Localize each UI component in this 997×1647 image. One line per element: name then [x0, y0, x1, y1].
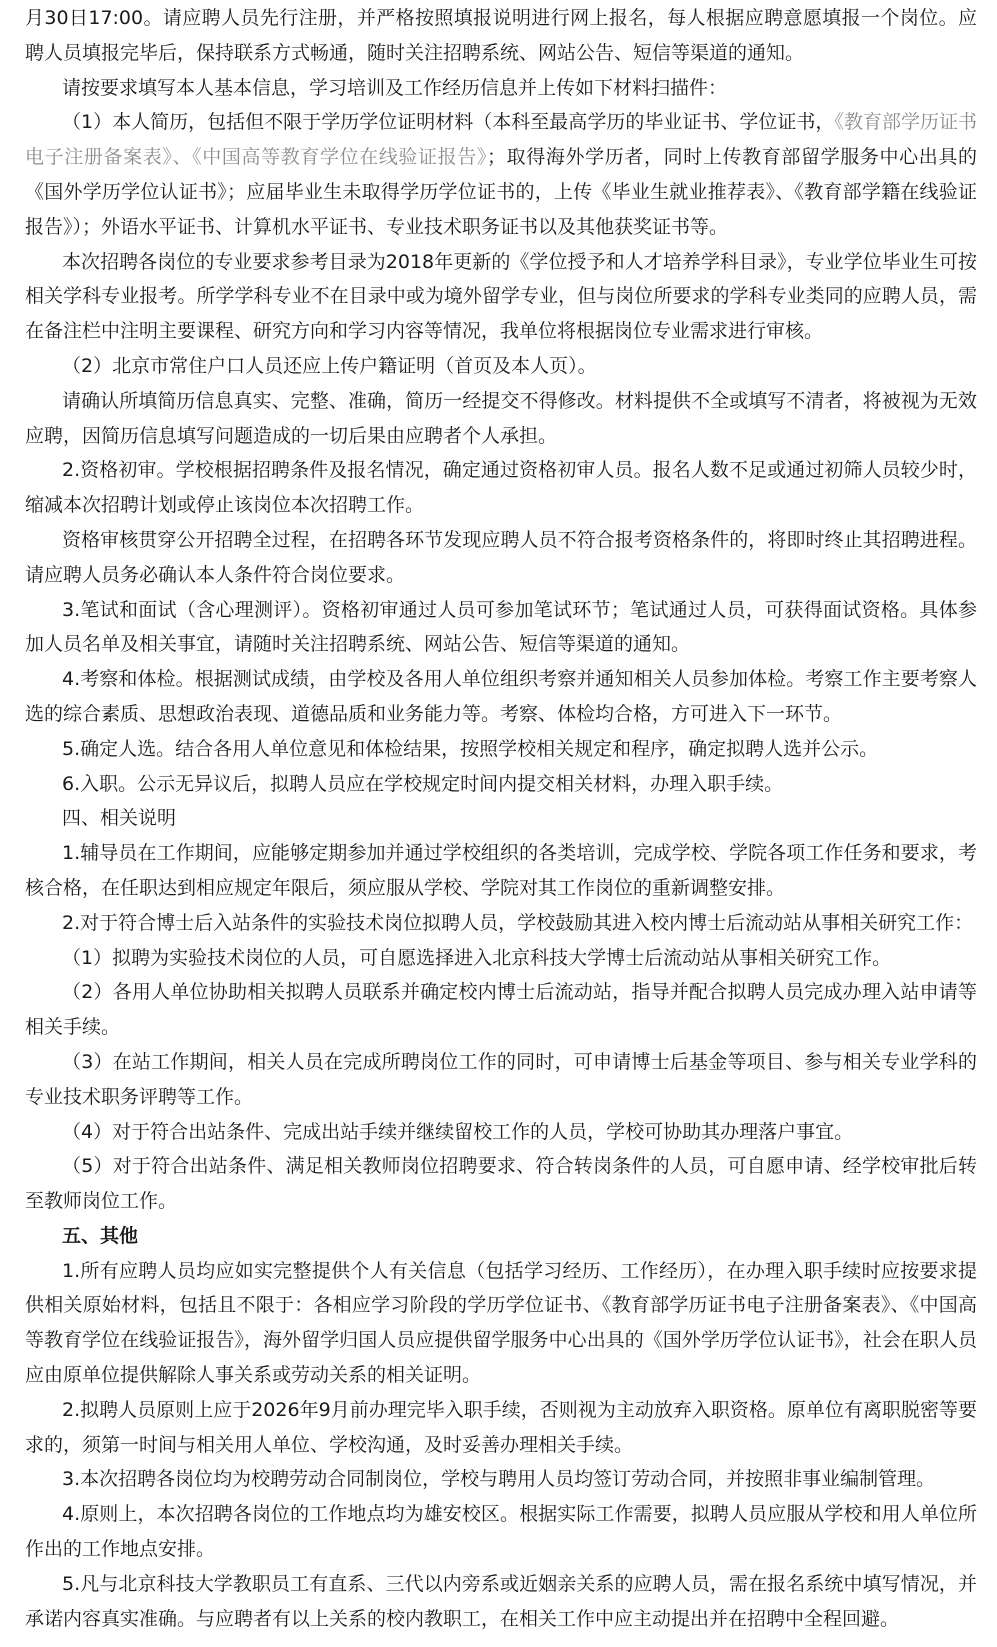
paragraph-postdoc-3: （3）在站工作期间，相关人员在完成所聘岗位工作的同时，可申请博士后基金等项目、参与相关专业学科的专业技术职务评聘等工作。 — [25, 1050, 977, 1108]
paragraph-inspection-exam: 4.考察和体检。根据测试成绩，由学校及各用人单位组织考察并通知相关人员参加体检。考察工作主要考察人选的综合素质、思想政治表现、道德品质和业务能力等。考察、体检均合格，方可进入下一环节。 — [25, 668, 977, 725]
paragraph-review-throughout: 资格审核贯穿公开招聘全过程，在招聘各环节发现应聘人员不符合报考资格条件的，将即时终止其招聘进程。请应聘人员务必确认本人条件符合岗位要求。 — [25, 528, 977, 586]
paragraph-upload-instructions: 请按要求填写本人基本信息，学习培训及工作经历信息并上传如下材料扫描件： — [62, 76, 728, 99]
paragraph-other-4: 4.原则上，本次招聘各岗位的工作地点均为雄安校区。根据实际工作需要，拟聘人员应服从学校和用人单位所作出的工作地点安排。 — [25, 1503, 977, 1561]
paragraph-postdoc-intro: 2.对于符合博士后入站条件的实验技术岗位拟聘人员，学校鼓励其进入校内博士后流动站从事相关研究工作： — [62, 911, 974, 934]
paragraph-other-2: 2.拟聘人员原则上应于2026年9月前办理完毕入职手续，否则视为主动放弃入职资格。原单位有离职脱密等要求的，须第一时间与相关用人单位、学校沟通，及时妥善办理相关手续。 — [25, 1398, 977, 1456]
paragraph-written-interview: 3.笔试和面试（含心理测评）。资格初审通过人员可参加笔试环节；笔试通过人员，可获得面试资格。具体参加人员名单及相关事宜，请随时关注招聘系统、网站公告、短信等渠道的通知。 — [25, 598, 977, 656]
section-heading-other: 五、其他 — [62, 1224, 139, 1247]
paragraph-postdoc-2: （2）各用人单位协助相关拟聘人员联系并确定校内博士后流动站，指导并配合拟聘人员完成办理入站申请等相关手续。 — [25, 981, 977, 1039]
paragraph-registration-deadline: 月30日17:00。请应聘人员先行注册，并严格按照填报说明进行网上报名，每人根据应聘意愿填报一个岗位。应聘人员填报完毕后，保持联系方式畅通，随时关注招聘系统、网站公告、短信等渠道的通知。 — [25, 7, 977, 64]
paragraph-counselor: 1.辅导员在工作期间，应能够定期参加并通过学校组织的各类培训，完成学校、学院各项工作任务和要求，考核合格，在任职达到相应规定年限后，须应服从学校、学院对其工作岗位的重新调整安排。 — [25, 842, 977, 899]
paragraph-resume-confirm: 请确认所填简历信息真实、完整、准确，简历一经提交不得修改。材料提供不全或填写不清者，将被视为无效应聘，因简历信息填写问题造成的一切后果由应聘者个人承担。 — [25, 389, 977, 447]
paragraph-postdoc-4: （4）对于符合出站条件、完成出站手续并继续留校工作的人员，学校可协助其办理落户事宜。 — [62, 1120, 854, 1143]
section-heading-related-notes: 四、相关说明 — [62, 807, 177, 830]
paragraph-postdoc-5: （5）对于符合出站条件、满足相关教师岗位招聘要求、符合转岗条件的人员，可自愿申请、经学校审批后转至教师岗位工作。 — [25, 1155, 977, 1213]
paragraph-resume-materials — [25, 105, 977, 244]
paragraph-major-catalog: 本次招聘各岗位的专业要求参考目录为2018年更新的《学位授予和人才培养学科目录》，专业学位毕业生可按相关学科专业报考。所学学科专业不在目录中或为境外留学专业，但与岗位所要求的学科专业类同的应聘人员，需在备注栏中注明主要课程、研究方向和学习内容等情况，我单位将根据岗位专业需求进行审核。 — [25, 250, 977, 343]
resume-text-part-1: （1）本人简历，包括但不限于学历学位证明材料（本科至最高学历的毕业证书、学位证书， — [62, 111, 835, 134]
paragraph-other-3: 3.本次招聘各岗位均为校聘劳动合同制岗位，学校与聘用人员均签订劳动合同，并按照非事业编制管理。 — [62, 1468, 936, 1491]
paragraph-confirm-candidates: 5.确定人选。结合各用人单位意见和体检结果，按照学校相关规定和程序，确定拟聘人选并公示。 — [62, 737, 879, 760]
paragraph-beijing-hukou: （2）北京市常住户口人员还应上传户籍证明（首页及本人页）。 — [62, 354, 597, 377]
paragraph-other-5: 5.凡与北京科技大学教职员工有直系、三代以内旁系或近姻亲关系的应聘人员，需在报名系统中填写情况，并承诺内容真实准确。与应聘者有以上关系的校内教职工，在相关工作中应主动提出并在招聘中全程回避。 — [25, 1572, 977, 1630]
paragraph-onboarding: 6.入职。公示无异议后，拟聘人员应在学校规定时间内提交相关材料，办理入职手续。 — [62, 772, 784, 795]
paragraph-other-1: 1.所有应聘人员均应如实完整提供个人有关信息（包括学习经历、工作经历），在办理入职手续时应按要求提供相关原始材料，包括且不限于：各相应学习阶段的学历学位证书、《教育部学历证书电子注册备案表》、《中国高等教育学位在线验证报告》，海外留学归国人员应提供留学服务中心出具的《国外学历学位认证书》，社会在职人员应由原单位提供解除人事关系或劳动关系的相关证明。 — [25, 1259, 977, 1387]
paragraph-postdoc-1: （1）拟聘为实验技术岗位的人员，可自愿选择进入北京科技大学博士后流动站从事相关研究工作。 — [62, 946, 892, 969]
resume-text-part-2: ；取得海外学历者，同时上传教育部留学服务中心出具的《国外学历学位认证书》；应届毕业生未取得学历学位证书的，上传《毕业生就业推荐表》、《教育部学籍在线验证报告》）；外语水平证书、计算机水平证书、专业技术职务证书以及其他获奖证书等。 — [25, 146, 977, 238]
paragraph-qualification-review: 2.资格初审。学校根据招聘条件及报名情况，确定通过资格初审人员。报名人数不足或通过初筛人员较少时，缩减本次招聘计划或停止该岗位本次招聘工作。 — [25, 459, 977, 517]
resume-text-gray-link[interactable]: 《教育部学历证书电子注册备案表》、《中国高等教育学位在线验证报告》 — [25, 111, 977, 169]
